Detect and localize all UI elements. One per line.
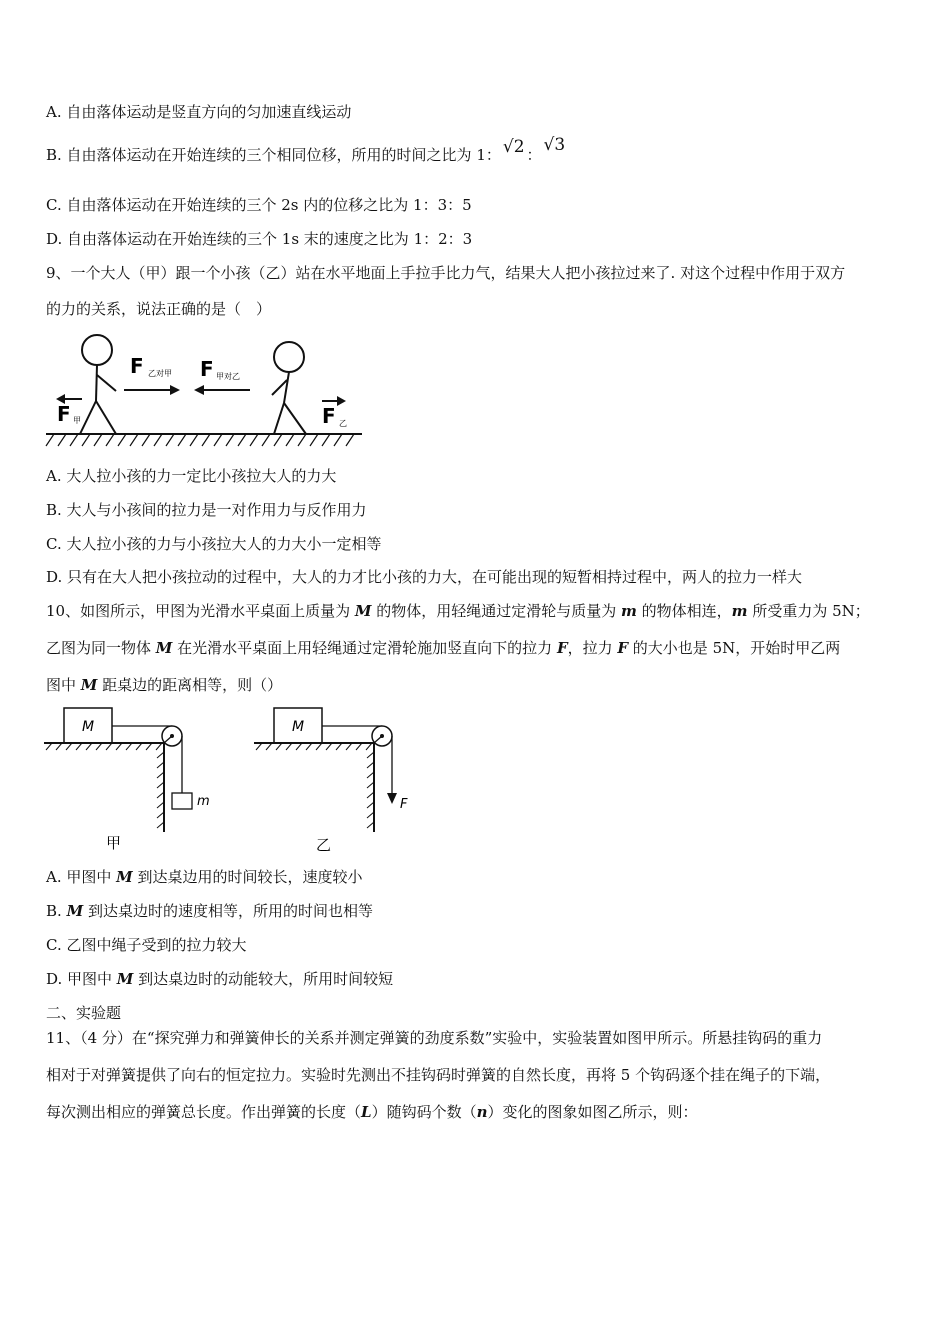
force-F-label: F xyxy=(400,797,408,812)
q8-option-b xyxy=(46,135,566,165)
ground-hatching xyxy=(46,434,354,446)
child-figure xyxy=(272,342,306,434)
hanging-block-m-label: m xyxy=(197,794,210,809)
figure-caption-jia: 甲 xyxy=(106,834,122,852)
force-sub-yi-dui-jia: 乙对甲 xyxy=(148,369,172,378)
force-label-jia: F xyxy=(57,402,71,426)
force-sub-yi: 乙 xyxy=(339,419,347,428)
table-hatching xyxy=(256,743,372,750)
hanging-block-m xyxy=(172,793,192,809)
force-label-yi: F xyxy=(322,404,336,428)
edge-hatching xyxy=(367,752,374,828)
q8-option-a: A. 自由落体运动是竖直方向的匀加速直线运动 xyxy=(46,103,352,121)
q11-stem-line-2: 相对于对弹簧提供了向右的恒定拉力。实验时先测出不挂钩码时弹簧的自然长度，再将 5 个钩码逐个挂在绳子的下端， xyxy=(46,1066,831,1084)
q10-figure-jia xyxy=(44,704,224,854)
q10-stem-line-3: 图中 M 距桌边的距离相等，则（） xyxy=(46,676,283,694)
table-hatching xyxy=(46,743,162,750)
sqrt-3: √3 xyxy=(543,135,566,155)
q10-stem-line-2: 乙图为同一物体 M 在光滑水平桌面上用轻绳通过定滑轮施加竖直向下的拉力 F，拉力 F 的大小也是 5N，开始时甲乙两 xyxy=(46,639,841,657)
q8-option-b-sep: ： xyxy=(526,146,542,164)
q11-stem-line-3: 每次测出相应的弹簧总长度。作出弹簧的长度（L）随钩码个数（n）变化的图象如图乙所示，则： xyxy=(46,1103,698,1121)
block-M-label: M xyxy=(292,719,305,735)
q9-option-d: D. 只有在大人把小孩拉动的过程中，大人的力才比小孩的力大，在可能出现的短暂相持过程中，两人的拉力一样大 xyxy=(46,568,803,586)
edge-hatching xyxy=(157,752,164,828)
q10-option-b: B. M 到达桌边时的速度相等，所用的时间也相等 xyxy=(46,902,373,920)
q10-option-a: A. 甲图中 M 到达桌边用的时间较长，速度较小 xyxy=(46,868,363,886)
adult-figure xyxy=(80,335,116,434)
sqrt-2: √2 xyxy=(502,137,525,157)
q11-stem-line-1: 11、（4 分）在“探究弹力和弹簧伸长的关系并测定弹簧的劲度系数”实验中，实验装置如图甲所示。所悬挂钩码的重力 xyxy=(46,1029,823,1047)
q9-tug-figure xyxy=(44,333,364,448)
figure-caption-yi: 乙 xyxy=(316,836,332,854)
q9-stem-line-2: 的力的关系，说法正确的是（ ） xyxy=(46,300,272,318)
force-label-jia-dui-yi: F xyxy=(200,357,214,381)
q10-option-d: D. 甲图中 M 到达桌边时的动能较大，所用时间较短 xyxy=(46,970,394,988)
q10-stem-line-1: 10、如图所示，甲图为光滑水平桌面上质量为 M 的物体，用轻绳通过定滑轮与质量为 m 的物体相连，m 所受重力为 5N； xyxy=(46,602,870,620)
force-sub-jia-dui-yi: 甲对乙 xyxy=(216,372,240,381)
arrow-right-icon xyxy=(124,385,180,395)
force-label-yi-dui-jia: F xyxy=(130,354,144,378)
q9-option-c: C. 大人拉小孩的力与小孩拉大人的力大小一定相等 xyxy=(46,535,382,553)
q8-option-d: D. 自由落体运动在开始连续的三个 1s 末的速度之比为 1：2：3 xyxy=(46,230,473,248)
section-title: 二、实验题 xyxy=(46,1004,122,1022)
block-M-label: M xyxy=(82,719,95,735)
q10-option-c: C. 乙图中绳子受到的拉力较大 xyxy=(46,936,247,954)
q8-option-b-text: B. 自由落体运动在开始连续的三个相同位移，所用的时间之比为 1： xyxy=(46,146,501,164)
q10-figure-yi xyxy=(254,704,434,854)
q9-option-b: B. 大人与小孩间的拉力是一对作用力与反作用力 xyxy=(46,501,367,519)
q8-option-c: C. 自由落体运动在开始连续的三个 2s 内的位移之比为 1：3：5 xyxy=(46,196,472,214)
q9-stem-line-1: 9、一个大人（甲）跟一个小孩（乙）站在水平地面上手拉手比力气，结果大人把小孩拉过来了. 对这个过程中作用于双方 xyxy=(46,264,846,282)
arrow-left-icon xyxy=(194,385,250,395)
arrow-down-icon xyxy=(387,793,397,804)
force-sub-jia: 甲 xyxy=(73,416,81,425)
q9-option-a: A. 大人拉小孩的力一定比小孩拉大人的力大 xyxy=(46,467,337,485)
